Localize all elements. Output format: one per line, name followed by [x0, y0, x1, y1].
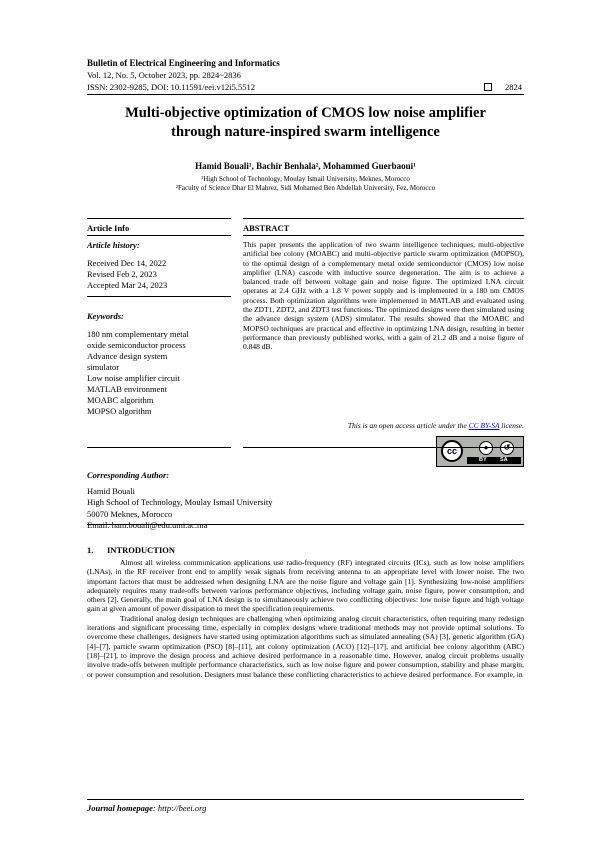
abstract-text: This paper presents the application of two swarm intelligence techniques, multi-objective artificial bee colony (MOABC) and multi-objective particle swarm optimization (MOPSO), to the optimal design of a complementary metal oxide semiconductor (CMOS) low noise amplifier (LNA) cascode with inductive source degeneration. The aim is to achieve a balanced trade off between voltage gain and noise figure. The optimized LNA circuit operates at 2.4 GHz with a 1.8 V power supply and is implemented in a 180 nm CMOS process. Both optimization algorithms were implemented in MATLAB and evaluated using the ZDT1, ZDT2, and ZDT3 test functions. The optimized designs were then simulated using the advance design system (ADS) simulator. The results showed that the MOABC and MOPSO techniques are practical and effective in optimizing LNA design, resulting in better performance than previously published works, with a gain of 21.2 dB and a noise figure of 0.848 dB.	[243, 240, 524, 352]
square-icon	[484, 83, 492, 91]
journal-homepage	[87, 803, 206, 813]
affiliation-1: ¹High School of Technology, Moulay Ismail University, Meknes, Morocco	[201, 175, 410, 183]
intro-body	[87, 558, 524, 679]
section-heading	[87, 545, 175, 555]
article-info-top-rule	[87, 218, 231, 219]
corresponding-email: Email: ham.bouali@edu.umi.ac.ma	[87, 520, 208, 530]
history-label: Article history:	[87, 240, 140, 250]
corresponding-bottom-rule	[87, 524, 524, 525]
abstract-bottom-rule	[243, 447, 524, 448]
footer-rule	[87, 799, 524, 800]
corresponding-name: Hamid Bouali	[87, 485, 135, 496]
corresponding-heading: Corresponding Author:	[87, 470, 170, 480]
article-info-heading: Article Info	[87, 223, 130, 233]
page-number: 2824	[505, 82, 522, 92]
history-revised: Revised Feb 2, 2023	[87, 269, 157, 279]
history-accepted: Accepted Mar 24, 2023	[87, 280, 168, 290]
keyword-item: oxide semiconductor process	[87, 340, 186, 350]
license-by-label: BY	[479, 457, 487, 463]
paragraph: Traditional analog design techniques are challenging when optimizing analog circuit characteristics, often requiring many redesign iterations and significant processing time, especially in complex designs where traditional methods may not provide optimal solutions. To overcome these challenges, designers have started using optimization algorithms such as simulated annealing (SA) [3], genetic algorithm (GA) [4]–[7], particle swarm optimization (PSO) [8]–[11], ant colony optimization (ACO) [12]–[17], and artificial bee colony algorithm (ABC) [18]–[21], to improve the design process and achieve desired performance in a reasonable time. However, analog circuit problems usually involve trade-offs between multiple performance characteristics, such as low noise figure and power consumption, stability and phase margin, or power consumption and resolution. Designers must balance these conflicting characteristics to achieve desired performance. For example, in	[87, 613, 524, 679]
volume-info: Vol. 12, No. 5, October 2023, pp. 2824~2836	[87, 70, 241, 80]
homepage-label: Journal homepage	[87, 803, 153, 813]
journal-name: Bulletin of Electrical Engineering and Informatics	[87, 58, 280, 68]
section-title: INTRODUCTION	[107, 545, 176, 555]
keyword-item: MOABC algorithm	[87, 395, 154, 405]
attribution-person-icon: ●	[479, 441, 493, 455]
keyword-item: 180 nm complementary metal	[87, 329, 189, 339]
authors: Hamid Bouali¹, Bachir Benhala², Mohammed Guerbaoui¹	[195, 161, 416, 171]
license-sa-label: SA	[500, 457, 508, 463]
keyword-item: MOPSO algorithm	[87, 406, 152, 416]
keywords-rule	[87, 296, 231, 297]
section-number: 1.	[87, 545, 94, 555]
open-access-suffix: license.	[499, 421, 524, 430]
affiliation-2: ²Faculty of Science Dhar El Mahrez, Sidi Mohamed Ben Abdellah University, Fez, Morocco	[175, 184, 436, 192]
history-list	[87, 258, 231, 291]
homepage-url[interactable]: : http://beei.org	[152, 803, 207, 813]
abstract-top-rule	[243, 218, 524, 219]
keyword-item: MATLAB environment	[87, 384, 168, 394]
cc-license-badge[interactable]	[436, 436, 524, 467]
header-rule	[87, 94, 524, 95]
license-strip	[467, 457, 521, 464]
license-link[interactable]: CC BY-SA	[468, 421, 500, 430]
keyword-item: simulator	[87, 362, 120, 372]
paper-title	[87, 104, 524, 142]
issn-doi: ISSN: 2302-9285, DOI: 10.11591/eei.v12i5.5512	[87, 82, 256, 92]
article-info-mid-rule	[87, 235, 231, 236]
abstract-heading: ABSTRACT	[243, 223, 290, 233]
open-access-note	[243, 421, 524, 430]
share-alike-icon: ↺	[500, 441, 514, 455]
corresponding-institution: High School of Technology, Moulay Ismail University	[87, 497, 273, 507]
abstract-mid-rule	[243, 235, 524, 236]
keyword-item: Advance design system	[87, 351, 168, 361]
open-access-prefix: This is an open access article under the	[347, 421, 469, 430]
corresponding-author	[87, 470, 524, 532]
title-line-2: through nature-inspired swarm intelligence	[171, 124, 440, 140]
keywords-label: Keywords:	[87, 311, 124, 321]
keywords-list	[87, 329, 231, 417]
keyword-item: Low noise amplifier circuit	[87, 373, 180, 383]
title-line-1: Multi-objective optimization of CMOS low noise amplifier	[125, 105, 486, 121]
corresponding-address: 50070 Meknes, Morocco	[87, 508, 173, 519]
cc-icon: cc	[441, 440, 463, 462]
history-received: Received Dec 14, 2022	[87, 258, 167, 268]
corresponding-top-rule	[87, 447, 231, 448]
paragraph: Almost all wireless communication applications use radio-frequency (RF) integrated circuits (ICs), such as low noise amplifiers (LNAs), in the RF receiver front end to amplify weak signals from receiving antenna to an appropriate level with lower noise. The two important factors that must be addressed when designing LNA are the noise figure and voltage gain [1]. Synthesizing low-noise amplifiers adequately requires many trade-offs between various performance objectives, including voltage gain, noise figure, power consumption, and others [2]. Generally, the main goal of LNA design is to simultaneously achieve two conflicting objectives: low noise figure and high voltage gain at given amount of power dissipation to meet the specification requirements.	[87, 558, 524, 614]
